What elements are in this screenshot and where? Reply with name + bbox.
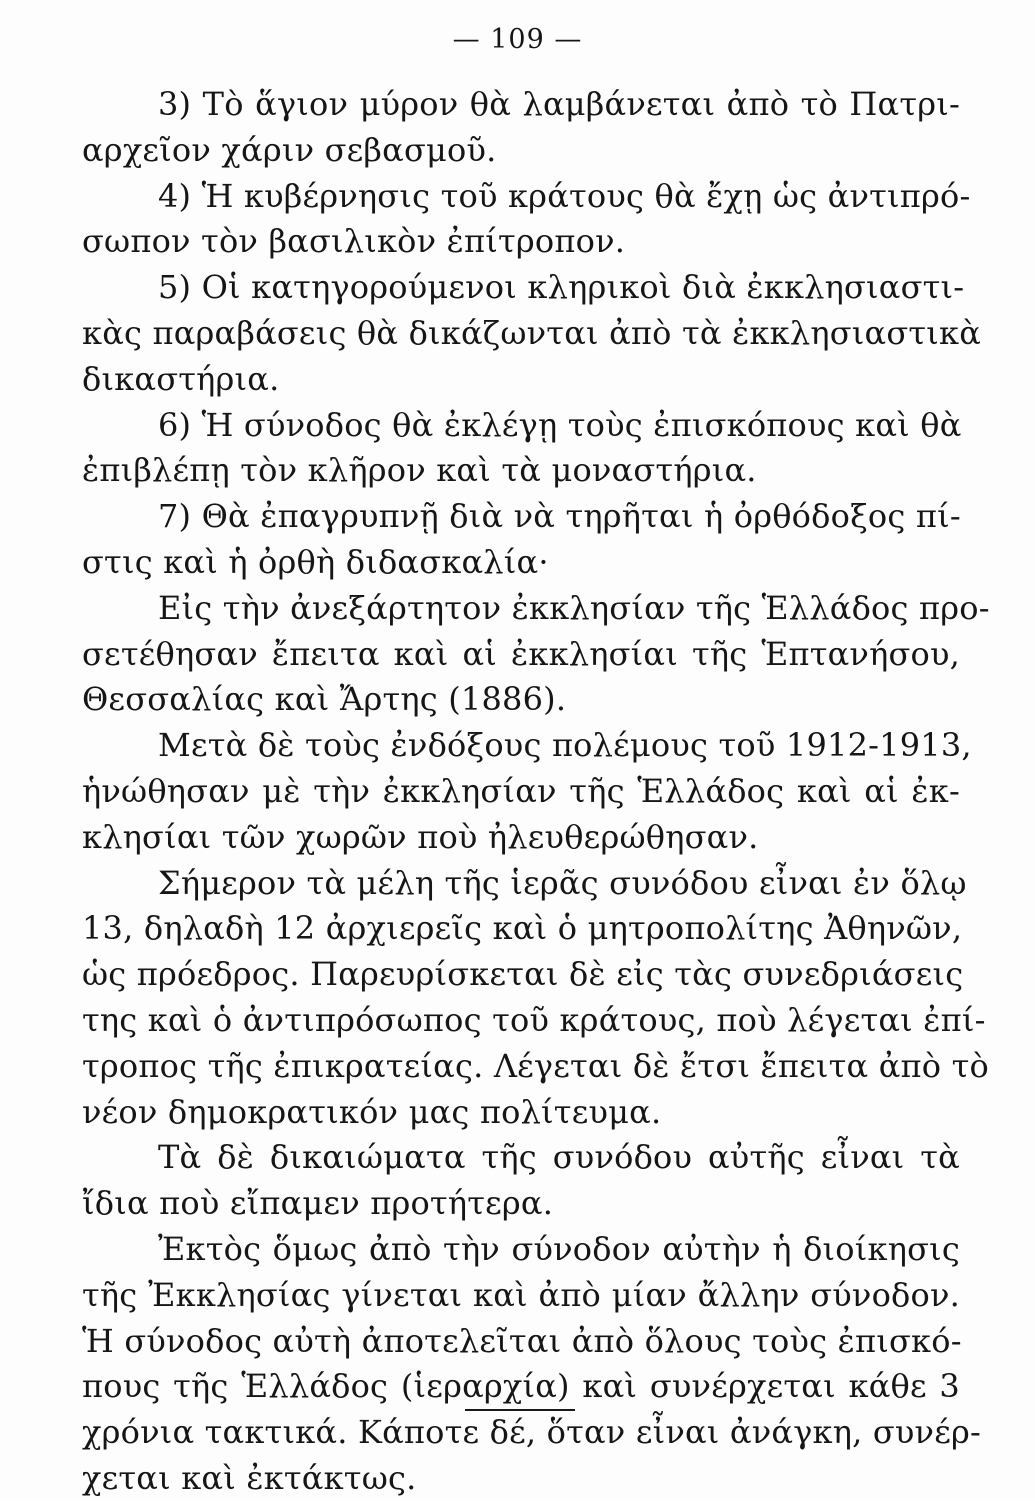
body-text <box>82 82 990 1502</box>
text-line: Ἡ σύνοδος αὐτὴ ἀποτελεῖται ἀπὸ ὅλους τοὺς ἐπισκό- <box>82 1321 962 1360</box>
text-line: σωπον τὸν βασιλικὸν ἐπίτροπον. <box>82 222 626 261</box>
text-line: κὰς παραβάσεις θὰ δικάζωνται ἀπὸ τὰ ἐκκλησιαστικὰ <box>82 313 982 352</box>
page-number: — 109 — <box>452 24 583 55</box>
text-line: χρόνια τακτικά. Κάποτε δέ, ὅταν εἶναι ἀνάγκη, συνέρ- <box>82 1413 981 1452</box>
text-line: ἡνώθησαν μὲ τὴν ἐκκλησίαν τῆς Ἑλλάδος καὶ αἱ ἐκ- <box>82 771 960 810</box>
text-line: νέον δημοκρατικόν μας πολίτευμα. <box>82 1092 662 1131</box>
text-line: ἐπιβλέπῃ τὸν κλῆρον καὶ τὰ μοναστήρια. <box>82 451 757 490</box>
text-line: 13, δηλαδὴ 12 ἀρχιερεῖς καὶ ὁ μητροπολίτης Ἀθηνῶν, <box>82 909 963 948</box>
text-line: σετέθησαν ἔπειτα καὶ αἱ ἐκκλησίαι τῆς Ἑπτανήσου, <box>82 634 960 673</box>
text-line: της καὶ ὁ ἀντιπρόσωπος τοῦ κράτους, ποὺ λέγεται ἐπί- <box>82 1000 986 1039</box>
text-line: Τὰ δὲ δικαιώματα τῆς συνόδου αὐτῆς εἶναι τὰ <box>158 1138 960 1177</box>
text-line: τροπος τῆς ἐπικρατείας. Λέγεται δὲ ἔτσι ἔπειτα ἀπὸ τὸ <box>82 1046 989 1085</box>
text-line: δικαστήρια. <box>82 359 280 398</box>
text-line: ἴδια ποὺ εἴπαμεν προτήτερα. <box>82 1184 554 1223</box>
text-line: 6) Ἡ σύνοδος θὰ ἐκλέγῃ τοὺς ἐπισκόπους καὶ θὰ <box>158 405 962 444</box>
text-line: χεται καὶ ἐκτάκτως. <box>82 1458 417 1497</box>
text-line: 4) Ἡ κυβέρνησις τοῦ κράτους θὰ ἔχῃ ὡς ἀντιπρό- <box>158 176 971 215</box>
text-line: τῆς Ἐκκλησίας γίνεται καὶ ἀπὸ μίαν ἄλλην σύνοδον. <box>82 1275 960 1314</box>
text-line: στις καὶ ἡ ὀρθὴ διδασκαλία· <box>82 542 549 581</box>
text-line: Θεσσαλίας καὶ Ἄρτης (1886). <box>82 680 567 719</box>
text-line: κλησίαι τῶν χωρῶν ποὺ ἠλευθερώθησαν. <box>82 817 759 856</box>
section-end-rule <box>465 1409 575 1411</box>
text-line: πους τῆς Ἑλλάδος (ἱεραρχία) καὶ συνέρχεται κάθε 3 <box>82 1367 960 1406</box>
text-line: 5) Οἱ κατηγορούμενοι κληρικοὶ διὰ ἐκκλησιαστι- <box>158 268 965 307</box>
text-line: Ἐκτὸς ὅμως ἀπὸ τὴν σύνοδον αὐτὴν ἡ διοίκησις <box>158 1229 960 1268</box>
text-line: Σήμερον τὰ μέλη τῆς ἱερᾶς συνόδου εἶναι ἐν ὅλῳ <box>158 863 967 902</box>
text-line: αρχεῖον χάριν σεβασμοῦ. <box>82 130 497 169</box>
text-line: Εἰς τὴν ἀνεξάρτητον ἐκκλησίαν τῆς Ἑλλάδος προ- <box>158 588 990 627</box>
text-line: 7) Θὰ ἐπαγρυπνῇ διὰ νὰ τηρῆται ἡ ὀρθόδοξος πί- <box>158 497 961 536</box>
text-line: 3) Τὸ ἅγιον μύρον θὰ λαμβάνεται ἀπὸ τὸ Πατρι- <box>158 85 960 123</box>
text-line: Μετὰ δὲ τοὺς ἐνδόξους πολέμους τοῦ 1912-1913, <box>158 726 972 765</box>
text-line: ὡς πρόεδρος. Παρευρίσκεται δὲ εἰς τὰς συνεδριάσεις <box>82 955 964 994</box>
